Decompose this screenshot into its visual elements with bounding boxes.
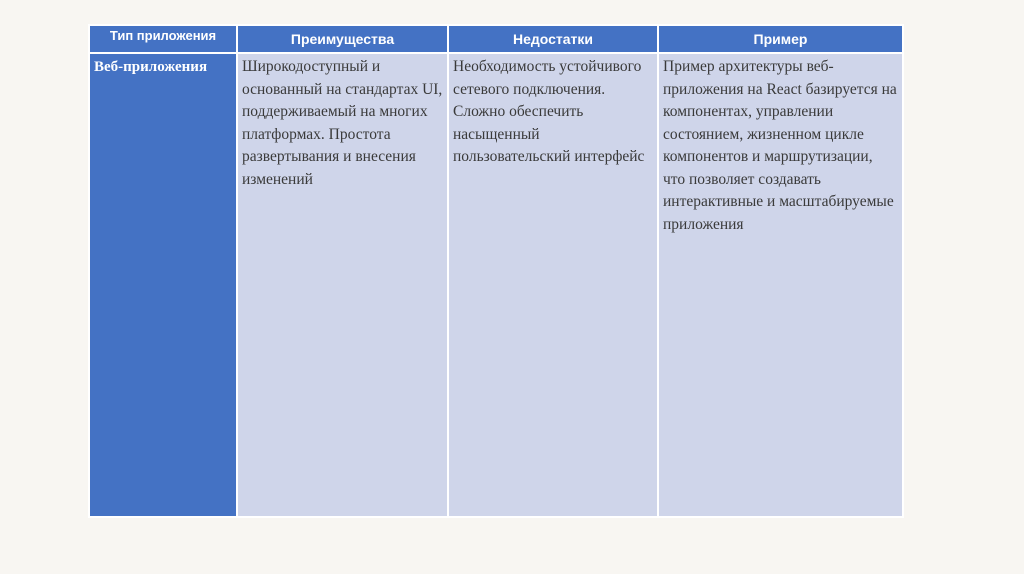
table-row xyxy=(89,53,903,517)
comparison-table-container xyxy=(88,24,902,518)
cell-advantages: Широкодоступный и основанный на стандартах UI, поддерживаемый на многих платформах. Простота развертывания и внесения изменений xyxy=(237,53,448,517)
table-header-row xyxy=(89,25,903,53)
header-disadvantages: Недостатки xyxy=(448,25,658,53)
header-example: Пример xyxy=(658,25,903,53)
cell-app-type: Веб-приложения xyxy=(89,53,237,517)
header-advantages: Преимущества xyxy=(237,25,448,53)
app-types-comparison-table xyxy=(88,24,904,518)
header-app-type: Тип приложения xyxy=(89,25,237,53)
cell-example: Пример архитектуры веб-приложения на React базируется на компонентах, управлении состоянием, жизненном цикле компонентов и маршрутизации, что позволяет создавать интерактивные и масштабируемые приложения xyxy=(658,53,903,517)
cell-disadvantages: Необходимость устойчивого сетевого подключения. Сложно обеспечить насыщенный пользовательский интерфейс xyxy=(448,53,658,517)
